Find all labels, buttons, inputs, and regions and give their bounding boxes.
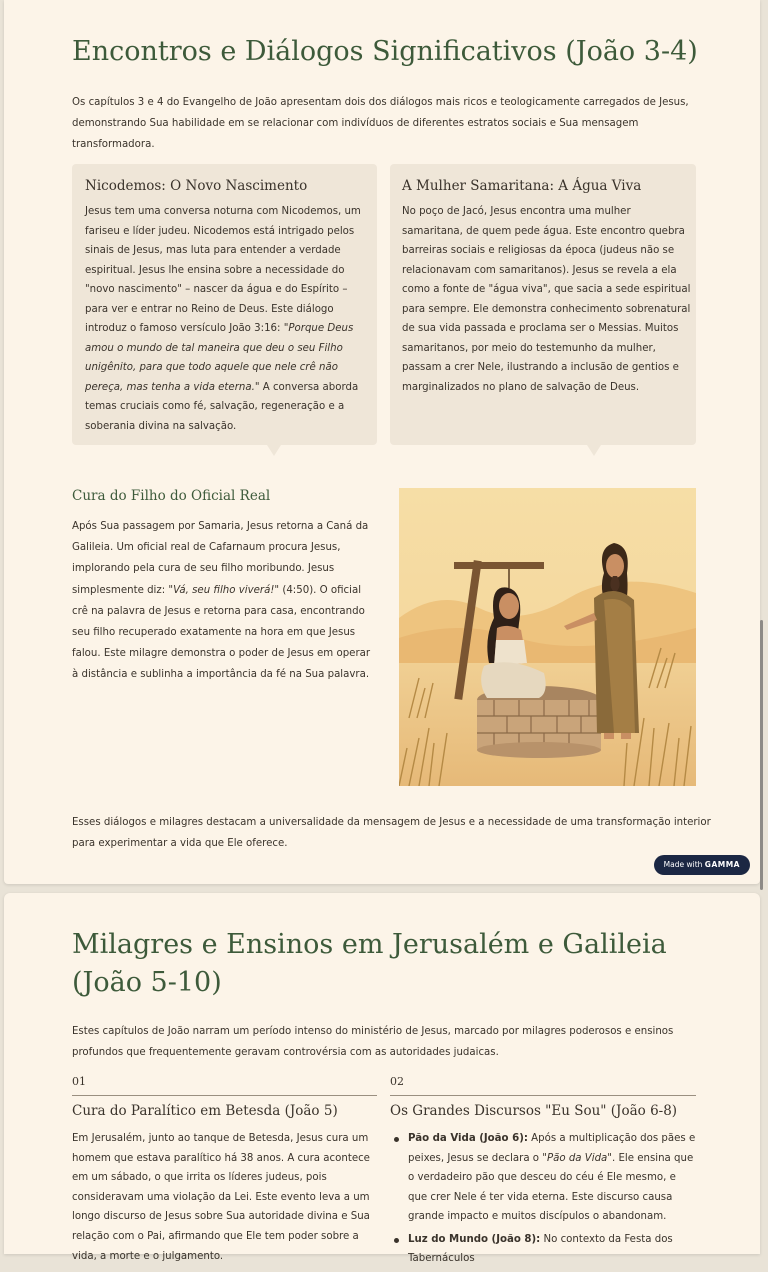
section-intro: Os capítulos 3 e 4 do Evangelho de João apresentam dois dos diálogos mais ricos e teologicamente carregados de Jesus, demonstrando Sua habilidade em se relacionar com indivíduos de diferentes estratos sociais e Sua mensagem transformadora. xyxy=(72,97,689,150)
item1-text: Após a multiplicação dos pães e peixes, Jesus se declara o xyxy=(408,1133,696,1164)
column-2-title: Os Grandes Discursos "Eu Sou" (João 6-8) xyxy=(390,1103,678,1119)
oficial-title: Cura do Filho do Oficial Real xyxy=(72,488,271,504)
nicodemos-box xyxy=(72,164,377,445)
scrollbar[interactable] xyxy=(760,620,763,890)
john-3-16-quote: "Porque Deus amou o mundo de tal maneira que deu o seu Filho unigênito, para que todo aquele que nele crê não pereça, mas tenha a vida eterna." xyxy=(85,323,354,393)
column-1-title: Cura do Paralítico em Betesda (João 5) xyxy=(72,1103,338,1119)
list-item xyxy=(390,1129,696,1227)
list-item xyxy=(390,1230,696,1269)
oficial-text xyxy=(72,516,377,686)
slide-card-2 xyxy=(4,893,760,1264)
slide-card-1 xyxy=(4,0,760,884)
made-with-gamma-badge[interactable] xyxy=(654,855,750,875)
column-1-divider xyxy=(72,1095,377,1096)
section-title: Encontros e Diálogos Significativos (João 3-4) xyxy=(72,36,698,67)
column-2-divider xyxy=(390,1095,696,1096)
gamma-logo: GAMMA xyxy=(704,860,740,869)
column-1-text: Em Jerusalém, junto ao tanque de Betesda, Jesus cura um homem que estava paralítico há 38 anos. A cura acontece em um sábado, o que irrita os líderes judeus, pois consideravam uma violação da Lei. Este evento leva a um longo discurso de Jesus sobre Sua autoridade divina e Sua relação com o Pai, afirmando que Ele tem poder sobre a vida, a morte e o julgamento. xyxy=(72,1133,370,1262)
badge-prefix: Made with xyxy=(663,860,703,869)
item2-text: No contexto da Festa dos Tabernáculos xyxy=(408,1233,673,1264)
nicodemos-text xyxy=(85,202,370,436)
eu-sou-list xyxy=(390,1129,696,1272)
samaritana-text: No poço de Jacó, Jesus encontra uma mulher samaritana, de quem pede água. Este encontro quebra barreiras sociais e religiosas da época (judeus não se relacionavam com samaritanos). Jesus se revela a ela como a fonte de "água viva", que sacia a sede espiritual para sempre. Ele demonstra conhecimento sobrenatural de sua vida passada e proclama ser o Messias. Muitos samaritanos, por meio do testemunho da mulher, passam a crer Nele, ilustrando a inclusão de gentios e marginalizados no plano de salvação de Deus. xyxy=(402,206,691,393)
item1-text-end: . Ele ensina que o verdadeiro pão que desceu do céu é Ele mesmo, e que crer Nele é ter vida eterna. Este discurso causa grande impacto e muitos discípulos o abandonam. xyxy=(408,1152,694,1222)
section2-title-line1: Milagres e Ensinos em Jerusalém e Galileia xyxy=(72,929,667,960)
section-conclusion: Esses diálogos e milagres destacam a universalidade da mensagem de Jesus e a necessidade de uma transformação interior para experimentar a vida que Ele oferece. xyxy=(72,817,711,849)
oficial-text-part: Após Sua passagem por Samaria, Jesus retorna a Caná da Galileia. Um oficial real de Cafarnaum procura Jesus, implorando pela cura de seu filho moribundo. Jesus simplesmente diz: xyxy=(72,521,369,596)
section2-title xyxy=(72,926,692,1002)
luz-do-mundo-label: Luz do Mundo (João 8): xyxy=(408,1233,541,1245)
nicodemos-title: Nicodemos: O Novo Nascimento xyxy=(85,178,308,194)
oficial-quote: "Vá, seu filho viverá!" xyxy=(168,584,280,596)
samaritana-title: A Mulher Samaritana: A Água Viva xyxy=(402,178,642,194)
section2-title-line2: (João 5-10) xyxy=(72,967,222,998)
samaritan-woman-well-illustration xyxy=(399,488,696,786)
nicodemos-text-end: A conversa aborda temas cruciais como fé, salvação, regeneração e a soberania divina na salvação. xyxy=(85,381,359,432)
well-scene-image xyxy=(399,488,696,786)
column-2-number: 02 xyxy=(390,1075,404,1088)
column-1-number: 01 xyxy=(72,1075,86,1088)
section2-intro: Estes capítulos de João narram um período intenso do ministério de Jesus, marcado por milagres poderosos e ensinos profundos que frequentemente geravam controvérsia com as autoridades judaicas. xyxy=(72,1026,674,1058)
pao-da-vida-label: Pão da Vida (João 6): xyxy=(408,1133,528,1144)
samaritana-box xyxy=(390,164,696,445)
oficial-text-end: (4:50). O oficial crê na palavra de Jesus e retorna para casa, encontrando seu filho recuperado exatamente na hora em que Jesus falou. Este milagre demonstra o poder de Jesus em operar à distância e sublinha a importância da fé na Sua palavra. xyxy=(72,584,371,681)
nicodemos-text-part: Jesus tem uma conversa noturna com Nicodemos, um fariseu e líder judeu. Nicodemos está intrigado pelos sinais de Jesus, mas luta para entender a verdade espiritual. Jesus lhe ensina sobre a necessidade do "novo nascimento" – nascer da água e do Espírito – para ver e entrar no Reino de Deus. Este diálogo introduz o famoso versículo João 3:16: xyxy=(85,206,361,334)
item1-quote: "Pão da Vida" xyxy=(542,1152,612,1164)
